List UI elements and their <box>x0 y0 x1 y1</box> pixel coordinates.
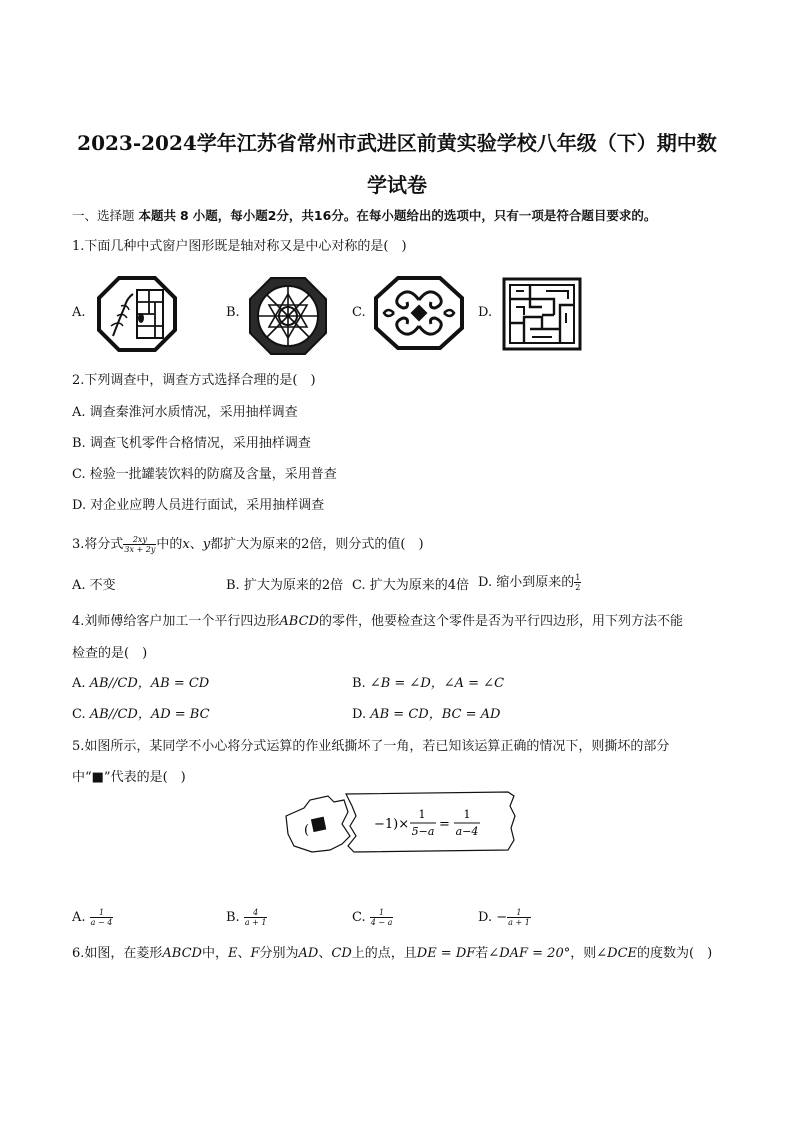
section-count: 8 <box>180 208 189 223</box>
q5-option-a[interactable] <box>72 908 113 927</box>
title-line-2: 学试卷 <box>367 173 427 197</box>
q6-text: 若 <box>475 946 489 961</box>
q6-point-e: E <box>227 946 238 961</box>
equals-sign: = <box>439 817 450 832</box>
option-label: D. <box>478 910 493 925</box>
option-fraction <box>507 908 531 927</box>
question-3-stem <box>72 535 424 554</box>
option-label: B. <box>226 910 240 925</box>
section-text: 小题，每小题 <box>192 208 268 223</box>
q3-option-d[interactable] <box>478 573 581 592</box>
q6-segment-ad: AD <box>298 946 319 961</box>
fraction-numerator: 1 <box>370 908 394 918</box>
fraction-denominator: 2 <box>575 583 581 592</box>
q4-option-c[interactable] <box>72 706 210 724</box>
q6-point-f: F <box>250 946 260 961</box>
option-label: C. <box>72 707 86 722</box>
q1-option-b-label[interactable]: B. <box>226 305 240 320</box>
section-text: 分。在每小题给出的选项中，只有一项是符合题目要求的。 <box>331 208 657 223</box>
question-4-stem-line-1 <box>72 613 683 631</box>
q6-angle-given: ∠DAF = 20° <box>488 946 571 961</box>
q2-option-b[interactable]: B. 调查飞机零件合格情况，采用抽样调查 <box>72 436 311 451</box>
q4-option-d[interactable] <box>352 706 500 724</box>
window-figure-d <box>502 277 582 351</box>
q6-text: 、 <box>318 946 332 961</box>
question-2-stem: 2.下列调查中，调查方式选择合理的是( ) <box>72 373 316 388</box>
window-figure-c <box>374 276 464 350</box>
question-5-stem-line-1: 5.如图所示，某同学不小心将分式运算的作业纸撕坏了一角，若已知该运算正确的情况下，则撕坏的部分 <box>72 739 670 754</box>
q3-text: 都扩大为原来的2倍，则分式的值( ) <box>210 537 424 552</box>
q3-fraction-denominator: 3x + 2y <box>124 545 156 554</box>
q3-var-x: x <box>182 537 190 552</box>
question-1-stem: 1.下面几种中式窗户图形既是轴对称又是中心对称的是( ) <box>72 239 407 254</box>
question-6-stem <box>72 945 712 963</box>
q2-option-a[interactable]: A. 调查秦淮河水质情况，采用抽样调查 <box>72 405 298 420</box>
section-text: 本题共 <box>138 208 177 223</box>
q6-text: 中， <box>201 946 228 961</box>
section-text: 分，共 <box>276 208 314 223</box>
section-heading <box>72 207 656 225</box>
q4-shape-name: ABCD <box>279 614 319 629</box>
q3-option-a[interactable]: A. 不变 <box>72 578 116 593</box>
q3-option-c[interactable]: C. 扩大为原来的4倍 <box>352 578 470 593</box>
q2-option-c[interactable]: C. 检验一批罐装饮料的防腐及含量，采用普查 <box>72 467 337 482</box>
fraction-denominator: 5−a <box>411 825 435 838</box>
q3-text: 中的 <box>156 537 183 552</box>
option-label: C. <box>352 910 366 925</box>
fraction-denominator: a + 1 <box>508 918 530 927</box>
option-label: B. <box>352 676 366 691</box>
fraction-denominator: a + 1 <box>244 918 267 927</box>
fraction-denominator: a−4 <box>455 825 479 838</box>
fraction-numerator: 1 <box>463 808 471 821</box>
q6-text: 分别为 <box>259 946 299 961</box>
window-figure-b <box>248 276 328 356</box>
title-line-1: 2023-2024学年江苏省常州市武进区前黄实验学校八年级（下）期中数 <box>77 131 717 155</box>
option-math: AB = CD，BC = AD <box>370 707 501 722</box>
option-math: ∠B = ∠D，∠A = ∠C <box>369 676 505 691</box>
q5-option-c[interactable] <box>352 908 393 927</box>
q6-text: 6.如图，在菱形 <box>72 946 163 961</box>
option-fraction <box>370 908 394 927</box>
torn-paper-figure <box>282 790 517 858</box>
q5-option-d[interactable] <box>478 908 531 927</box>
q6-text: 、 <box>237 946 251 961</box>
fraction-numerator: 4 <box>244 908 268 918</box>
q3-text: 3.将分式 <box>72 537 124 552</box>
option-label: A. <box>72 676 86 691</box>
q6-text: 上的点，且 <box>351 946 417 961</box>
section-total: 16 <box>313 208 332 223</box>
option-sign: − <box>496 910 508 925</box>
fraction-denominator: 4 − a <box>370 918 393 927</box>
q6-text: ，则 <box>570 946 597 961</box>
black-square-icon <box>311 817 326 832</box>
torn-left-paren: ( <box>304 823 310 838</box>
q6-segment-cd: CD <box>331 946 352 961</box>
q6-condition: DE = DF <box>416 946 476 961</box>
option-fraction <box>90 908 114 927</box>
question-4-stem-line-2: 检查的是( ) <box>72 646 148 661</box>
section-label: 一、选择题 <box>72 208 135 223</box>
option-label: D. <box>352 707 367 722</box>
q6-angle-asked: ∠DCE <box>596 946 638 961</box>
q3-text: 、 <box>189 537 203 552</box>
q6-shape-name: ABCD <box>162 946 202 961</box>
option-math: AB//CD，AD = BC <box>89 707 210 722</box>
q6-text: 的度数为( ) <box>637 946 713 961</box>
q4-option-b[interactable] <box>352 675 504 693</box>
q1-option-d-label[interactable]: D. <box>478 305 493 320</box>
q3-option-d-text: D. 缩小到原来的 <box>478 575 575 590</box>
fraction-numerator: 1 <box>507 908 531 918</box>
fraction-numerator: 1 <box>575 573 581 582</box>
q1-option-c-label[interactable]: C. <box>352 305 366 320</box>
q5-option-b[interactable] <box>226 908 267 927</box>
option-label: A. <box>72 910 86 925</box>
q4-text: 4.刘师傅给客户加工一个平行四边形 <box>72 614 280 629</box>
fraction-denominator: a − 4 <box>90 918 113 927</box>
option-math: AB//CD，AB = CD <box>89 676 210 691</box>
q2-option-d[interactable]: D. 对企业应聘人员进行面试，采用抽样调查 <box>72 498 325 513</box>
q4-text: 的零件，他要检查这个零件是否为平行四边形，用下列方法不能 <box>318 614 683 629</box>
q1-option-a-label[interactable]: A. <box>72 305 86 320</box>
fraction-numerator: 1 <box>418 808 426 821</box>
q3-option-b[interactable]: B. 扩大为原来的2倍 <box>226 578 344 593</box>
q3-fraction-numerator: 2xy <box>123 535 156 545</box>
question-5-stem-line-2: 中“■”代表的是( ) <box>72 770 186 785</box>
paper-title <box>60 122 734 206</box>
q3-option-d-fraction <box>574 573 581 592</box>
option-fraction <box>244 908 268 927</box>
torn-expression: −1)× <box>374 817 410 832</box>
q3-fraction <box>123 535 156 554</box>
section-points: 2 <box>267 208 277 223</box>
fraction-numerator: 1 <box>90 908 114 918</box>
q4-option-a[interactable] <box>72 675 209 693</box>
q3-var-y: y <box>202 537 211 552</box>
window-figure-a <box>97 276 177 352</box>
